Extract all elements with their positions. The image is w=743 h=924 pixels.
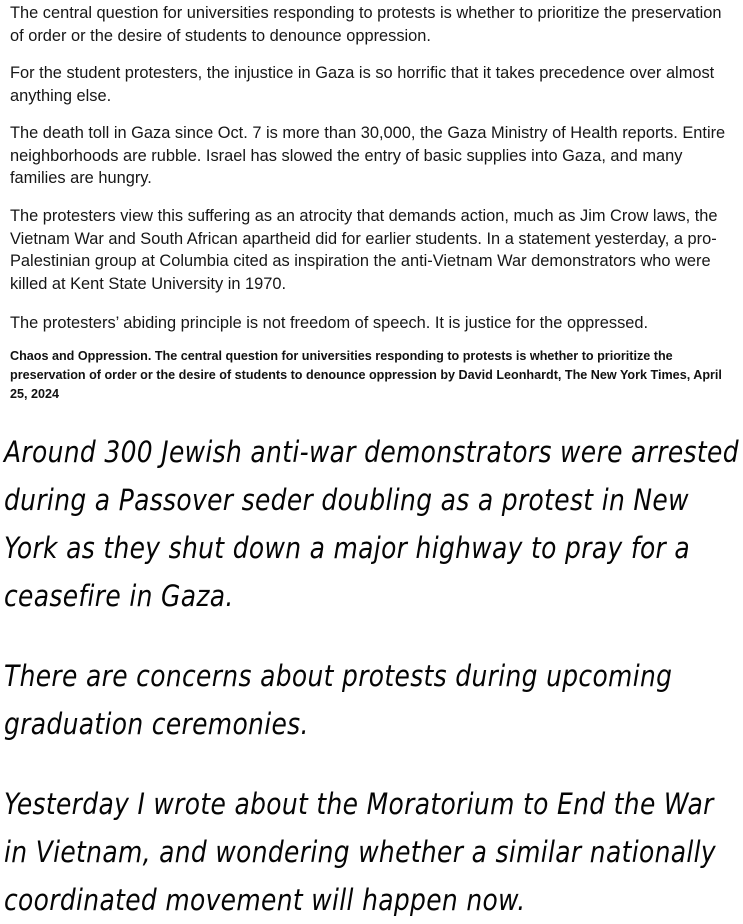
article-citation: Chaos and Oppression. The central question for universities responding to protests is whether to prioritize the preservation of order or the desire of students to denounce oppression by David Leonhardt, The New York Times, April 25, 2024 bbox=[10, 349, 722, 401]
handwritten-note-3: Yesterday I wrote about the Moratorium to End the War in Vietnam, and wondering whether a similar nationally coordinated movement will happen now. bbox=[4, 787, 717, 917]
article-paragraph-1: The central question for universities responding to protests is whether to prioritize the preservation of order or the desire of students to denounce oppression. bbox=[10, 4, 722, 45]
handwritten-note-2: There are concerns about protests during upcoming graduation ceremonies. bbox=[4, 659, 673, 741]
article-paragraph-2: For the student protesters, the injustice in Gaza is so horrific that it takes precedence over almost anything else. bbox=[10, 64, 715, 105]
handwritten-note-1: Around 300 Jewish anti-war demonstrators were arrested during a Passover seder doubling as a protest in New York as they shut down a major highway to pray for a ceasefire in Gaza. bbox=[4, 435, 739, 613]
article-paragraph-5: The protesters’ abiding principle is not freedom of speech. It is justice for the oppressed. bbox=[10, 314, 649, 332]
article-paragraph-4: The protesters view this suffering as an atrocity that demands action, much as Jim Crow laws, the Vietnam War and South African apartheid did for earlier students. In a statement yesterday, a pro-Palestinian group at Columbia cited as inspiration the anti-Vietnam War demonstrators who were killed at Kent State University in 1970. bbox=[10, 207, 718, 293]
article-paragraph-3: The death toll in Gaza since Oct. 7 is more than 30,000, the Gaza Ministry of Health reports. Entire neighborhoods are rubble. Israel has slowed the entry of basic supplies into Gaza, and many families are hungry. bbox=[10, 124, 726, 187]
